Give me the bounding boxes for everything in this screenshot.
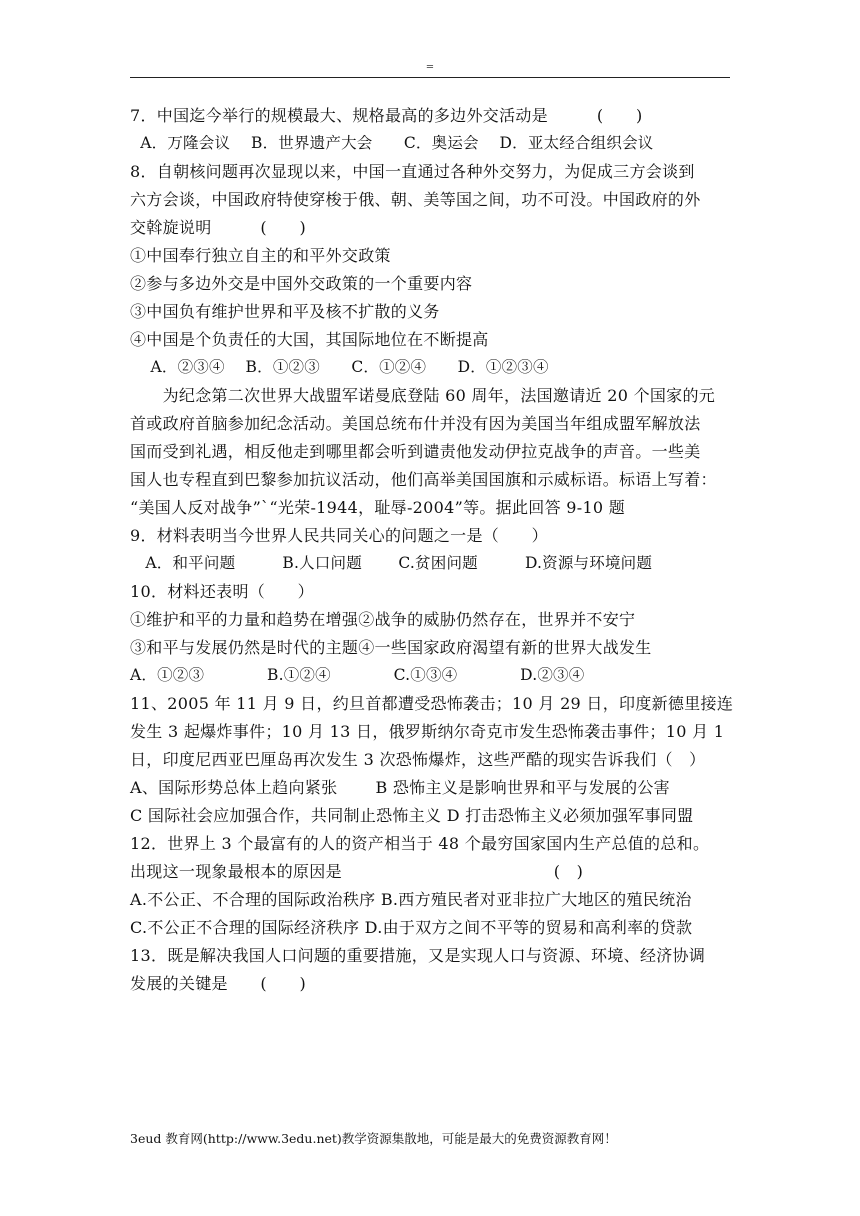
q11-options-ab: A、国际形势总体上趋向紧张 B 恐怖主义是影响世界和平与发展的公害	[130, 778, 670, 797]
q10-statements-1: ①维护和平的力量和趋势在增强②战争的威胁仍然存在，世界并不安宁	[130, 610, 636, 629]
footer-text: 3eud 教育网(http://www.3edu.net)教学资源集散地，可能是最大的免费资源教育网！	[130, 1131, 617, 1146]
q12-stem-line1: 12．世界上 3 个最富有的人的资产相当于 48 个最穷国家国内生产总值的总和。	[130, 834, 710, 853]
material-line1: 为纪念第二次世界大战盟军诺曼底登陆 60 周年，法国邀请近 20 个国家的元	[130, 386, 716, 405]
q7-options: A．万隆会议 B．世界遗产大会 C．奥运会 D．亚太经合组织会议	[130, 134, 654, 152]
q8-stem-line2: 六方会谈，中国政府特使穿梭于俄、朝、美等国之间，功不可没。中国政府的外	[130, 190, 701, 209]
q11-options-cd: C 国际社会应加强合作，共同制止恐怖主义 D 打击恐怖主义必须加强军事同盟	[130, 806, 694, 825]
q7-stem: 7．中国迄今举行的规模最大、规格最高的多边外交活动是 ( )	[130, 106, 643, 125]
q13-stem-line1: 13．既是解决我国人口问题的重要措施，又是实现人口与资源、环境、经济协调	[130, 946, 706, 965]
header-mark: =	[425, 62, 435, 73]
q8-statement-3: ③中国负有维护世界和平及核不扩散的义务	[130, 302, 440, 321]
material-line4: 国人也专程直到巴黎参加抗议活动，他们高举美国国旗和示威标语。标语上写着：	[130, 470, 717, 489]
header-divider	[130, 77, 730, 78]
q12-options-ab: A.不公正、不合理的国际政治秩序 B.西方殖民者对亚非拉广大地区的殖民统治	[130, 890, 692, 909]
q9-options: A．和平问题 B.人口问题 C.贫困问题 D.资源与环境问题	[130, 554, 653, 572]
document-body	[130, 104, 732, 1000]
q10-stem: 10．材料还表明（ ）	[130, 582, 314, 601]
q9-stem: 9．材料表明当今世界人民共同关心的问题之一是（ ）	[130, 526, 548, 545]
q8-stem-line1: 8．自朝核问题再次显现以来，中国一直通过各种外交努力，为促成三方会谈到	[130, 162, 695, 181]
q13-stem-line2: 发展的关键是 ( )	[130, 974, 307, 993]
q12-options-cd: C.不公正不合理的国际经济秩序 D.由于双方之间不平等的贸易和高利率的贷款	[130, 918, 693, 937]
q8-stem-line3: 交斡旋说明 ( )	[130, 218, 307, 237]
q11-stem-line1: 11、2005 年 11 月 9 日，约旦首都遭受恐怖袭击；10 月 29 日，印度新德里接连	[130, 694, 734, 713]
material-line5: “美国人反对战争”`“光荣-1944，耻辱-2004”等。据此回答 9-10 题	[130, 498, 626, 517]
q8-statement-4: ④中国是个负责任的大国，其国际地位在不断提高	[130, 330, 489, 349]
material-line2: 首或政府首脑参加纪念活动。美国总统布什并没有因为美国当年组成盟军解放法	[130, 414, 701, 433]
material-line3: 国而受到礼遇，相反他走到哪里都会听到谴责他发动伊拉克战争的声音。一些美	[130, 442, 701, 461]
q8-options: A．②③④ B．①②③ C．①②④ D．①②③④	[130, 358, 549, 376]
q12-stem-line2: 出现这一现象最根本的原因是 ( )	[130, 862, 584, 881]
q11-stem-line2: 发生 3 起爆炸事件；10 月 13 日，俄罗斯纳尔奇克市发生恐怖袭击事件；10 月 1	[130, 722, 725, 741]
q10-options: A．①②③ B.①②④ C.①③④ D.②③④	[130, 666, 585, 684]
q8-statement-2: ②参与多边外交是中国外交政策的一个重要内容	[130, 274, 473, 293]
q8-statement-1: ①中国奉行独立自主的和平外交政策	[130, 246, 391, 265]
q11-stem-line3: 日，印度尼西亚巴厘岛再次发生 3 次恐怖爆炸，这些严酷的现实告诉我们（ ）	[130, 750, 706, 769]
q10-statements-2: ③和平与发展仍然是时代的主题④一些国家政府渴望有新的世界大战发生	[130, 638, 652, 657]
